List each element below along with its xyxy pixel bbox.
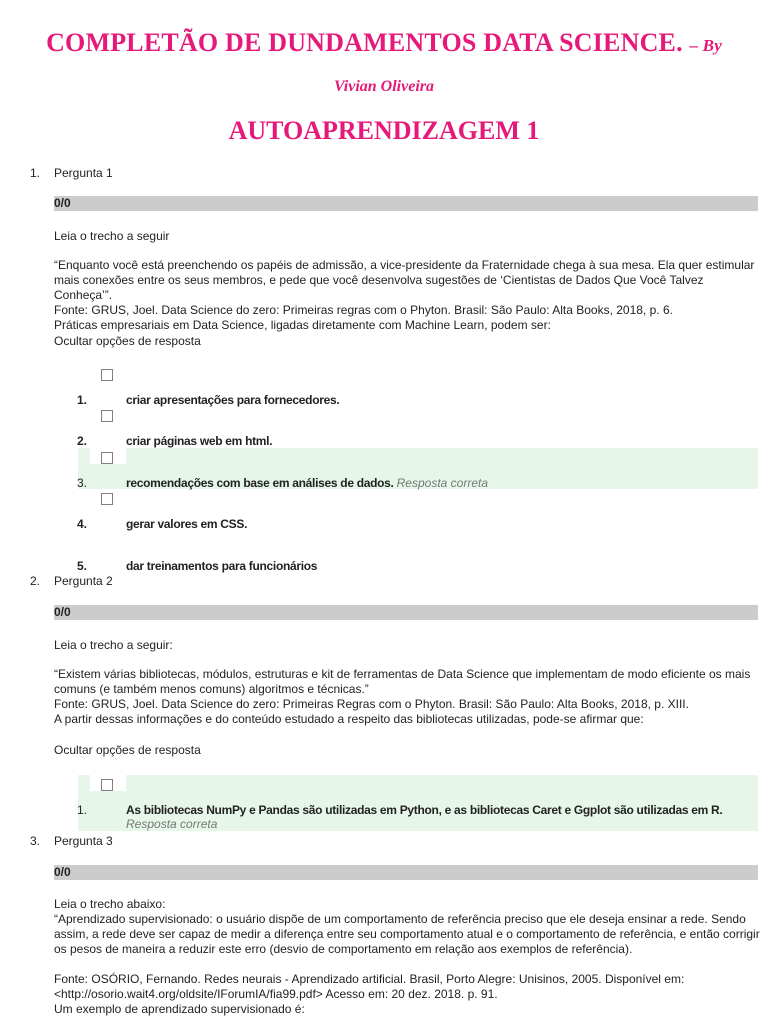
option-text: dar treinamentos para funcionários (126, 559, 318, 573)
question-number: 1. (30, 166, 41, 180)
correct-answer-label: Resposta correta (126, 817, 218, 831)
question-source: Fonte: GRUS, Joel. Data Science do zero: Primeiras Regras com o Phyton. Brasil: São Paulo: Alta Books, 2018, p. XIII. (54, 697, 689, 711)
question-score: 0/0 (54, 196, 71, 210)
option-text: recomendações com base em análises de dados. Resposta correta (126, 476, 489, 490)
question-score-bar (54, 605, 758, 620)
question-source: Fonte: GRUS, Joel. Data Science do zero: Primeiras regras com o Phyton. Brasil: São Paulo: Alta Books, 2018, p. 6. (54, 303, 673, 317)
title-by: – By (689, 36, 722, 55)
question-score-bar (54, 196, 758, 211)
question-score: 0/0 (54, 865, 71, 879)
question-intro: Leia o trecho a seguir (54, 229, 170, 243)
question-intro: Leia o trecho a seguir: (54, 638, 173, 652)
option-number: 2. (77, 434, 88, 448)
question-body (54, 258, 760, 333)
document-subtitle: AUTOAPRENDIZAGEM 1 (228, 116, 540, 145)
option-text: gerar valores em CSS. (126, 517, 248, 531)
question-label: Pergunta 3 (54, 834, 113, 848)
question-quote: “Existem várias bibliotecas, módulos, estruturas e kit de ferramentas de Data Science que implementam de modo eficiente os mais comuns (e também menos comuns) algoritmos e técnicas.” (54, 667, 751, 696)
author-name: Vivian Oliveira (334, 78, 434, 95)
question-quote: “Aprendizado supervisionado: o usuário dispõe de um comportamento de referência preciso que ele deseja ensinar a rede. Sendo assim, a rede deve ser capaz de medir a diferença entre seu comportamento atual e o comportamento de referência, e então corrigir os pesos de maneira a reduzir este erro (desvio de comportamento em relação aos exemplos de referência). (54, 912, 760, 956)
document-title: COMPLETÃO DE DUNDAMENTOS DATA SCIENCE. – By (46, 28, 722, 57)
hide-options-link[interactable]: Ocultar opções de resposta (54, 334, 201, 348)
option-number: 5. (77, 559, 88, 573)
option-checkbox[interactable] (101, 493, 113, 505)
question-source-link: <http://osorio.wait4.org/oldsite/IForumIA/fia99.pdf> Acesso em: 20 dez. 2018. p. 91. (54, 987, 498, 1001)
question-prompt: A partir dessas informações e do conteúdo estudado a respeito das bibliotecas utilizadas, pode-se afirmar que: (54, 712, 644, 726)
question-score: 0/0 (54, 605, 71, 619)
hide-options-link[interactable]: Ocultar opções de resposta (54, 743, 201, 757)
option-text: criar apresentações para fornecedores. (126, 393, 340, 407)
option-number: 4. (77, 517, 88, 531)
question-source: Fonte: OSÓRIO, Fernando. Redes neurais - Aprendizado artificial. Brasil, Porto Alegre: Unisinos, 2005. Disponível em: (54, 972, 685, 986)
question-number: 2. (30, 574, 41, 588)
option-checkbox[interactable] (101, 369, 113, 381)
question-body (54, 667, 760, 727)
option-checkbox[interactable] (101, 410, 113, 422)
option-checkbox[interactable] (101, 779, 113, 791)
question-quote: “Enquanto você está preenchendo os papéis de admissão, a vice-presidente da Fraternidade chega à sua mesa. Ela quer estimular mais conexões entre os seus membros, e pede que você desenvolva sugestões de ‘Cientistas de Dados Que Você Talvez Conheça’”. (54, 258, 755, 302)
question-intro: Leia o trecho abaixo: (54, 897, 166, 911)
question-prompt: Um exemplo de aprendizado supervisionado é: (54, 1002, 305, 1016)
question-number: 3. (30, 834, 41, 848)
question-label: Pergunta 2 (54, 574, 113, 588)
question-body (54, 912, 760, 957)
question-score-bar (54, 865, 758, 880)
question-source-block (54, 972, 760, 1017)
option-checkbox[interactable] (101, 452, 113, 464)
question-prompt: Práticas empresariais em Data Science, ligadas diretamente com Machine Learn, podem ser: (54, 318, 551, 332)
correct-answer-label: Resposta correta (396, 476, 489, 490)
option-number: 3. (77, 476, 88, 490)
option-text: criar páginas web em html. (126, 434, 273, 448)
option-number: 1. (77, 393, 88, 407)
option-number: 1. (77, 803, 88, 817)
question-label: Pergunta 1 (54, 166, 113, 180)
option-text: As bibliotecas NumPy e Pandas são utilizadas em Python, e as bibliotecas Caret e Ggplot são utilizadas em R. Resposta correta (126, 803, 723, 831)
